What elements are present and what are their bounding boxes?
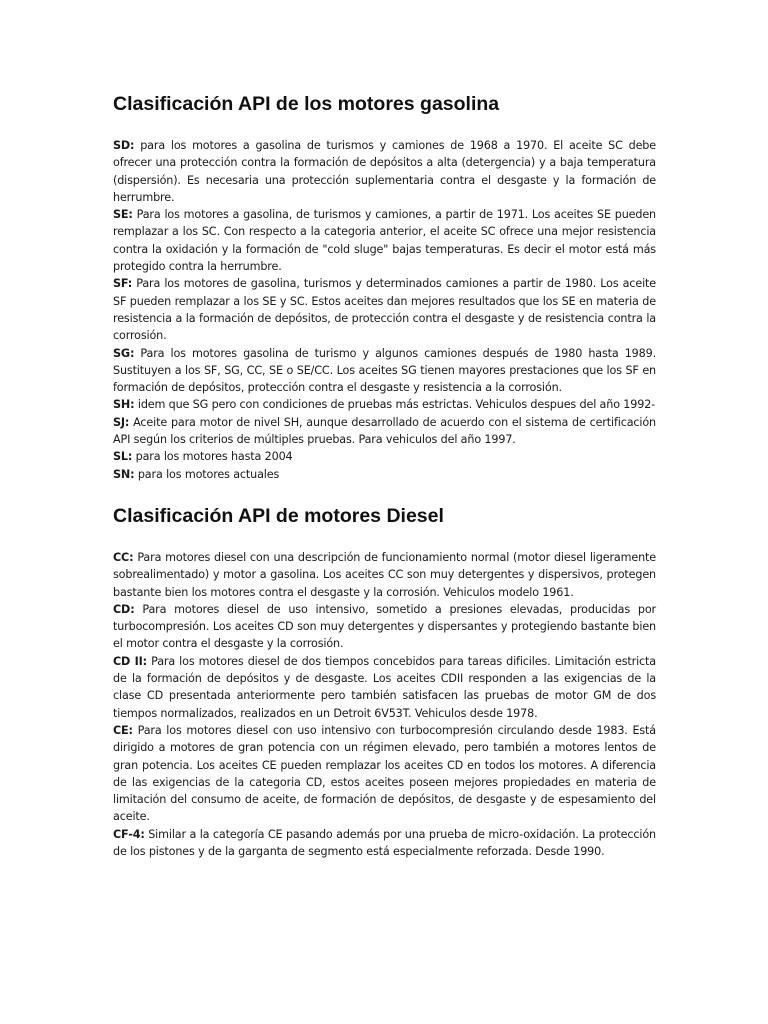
entry-text: Para los motores a gasolina, de turismos y camiones, a partir de 1971. Los aceites SE pueden remplazar a los SC. Con respecto a la categoria anterior, el aceite SC ofrece una mejor resistencia contra la oxidación y la formación de "cold sluge" bajas temperaturas. Es decir el motor está más protegido contra la herrumbre. [113, 208, 656, 274]
gasoline-entry-sn [113, 466, 656, 483]
entry-code: CC: [113, 550, 134, 564]
entry-text: para los motores actuales [134, 467, 280, 481]
entry-code: CD II: [113, 654, 147, 668]
diesel-entry-cc [113, 549, 656, 601]
entry-text: para los motores hasta 2004 [132, 450, 293, 464]
entry-code: CD: [113, 602, 135, 616]
entry-text: Para motores diesel de uso intensivo, sometido a presiones elevadas, producidas por turbocompresión. Los aceites CD son muy detergentes y dispersantes y protegiendo bastante bien el motor contra el desgaste y la corrosión. [113, 602, 656, 651]
entry-code: SE: [113, 208, 133, 222]
gasoline-section-title: Clasificación API de los motores gasolina [113, 93, 500, 115]
diesel-entry-cf-4 [113, 826, 656, 861]
entry-code: SL: [113, 450, 133, 464]
diesel-entry-cd [113, 601, 656, 653]
entry-code: SN: [113, 467, 135, 481]
gasoline-entry-sd [113, 137, 656, 206]
entry-code: CF-4: [113, 827, 145, 841]
entry-text: Para los motores de gasolina, turismos y determinados camiones a partir de 1980. Los aceite SF pueden remplazar a los SE y SC. Estos aceites dan mejores resultados que los SE en materia de resistencia a la formación de depósitos, de protección contra el desgaste y de resistencia contra la corrosión. [113, 277, 656, 343]
gasoline-entry-sf [113, 275, 656, 344]
entry-code: CE: [113, 723, 133, 737]
entry-text: Aceite para motor de nivel SH, aunque desarrollado de acuerdo con el sistema de certificación API según los criterios de múltiples pruebas. Para vehiculos del año 1997. [113, 415, 656, 447]
entry-text: Similar a la categoría CE pasando además por una prueba de micro-oxidación. La protección de los pistones y de la garganta de segmento está especialmente reforzada. Desde 1990. [113, 827, 656, 858]
entry-code: SH: [113, 398, 135, 412]
gasoline-entry-sg [113, 345, 656, 397]
entry-text: Para los motores gasolina de turismo y algunos camiones después de 1980 hasta 1989. Sustituyen a los SF, SG, CC, SE o SE/CC. Los aceites SG tienen mayores prestaciones que los SF en formación de depósitos, protección contra el desgaste y resistencia a la corrosión. [113, 346, 656, 395]
entry-text: Para los motores diesel con uso intensivo con turbocompresión circulando desde 1983. Está dirigido a motores de gran potencia con un régimen elevado, pero también a motores lentos de gran potencia. Los aceites CE pueden remplazar los aceites CD en todos los motores. A diferencia de las exigencias de la categoria CD, estos aceites poseen mejores propiedades en materia de limitación del consumo de aceite, de formación de depósitos, de desgaste y de espesamiento del aceite. [113, 723, 656, 824]
entry-code: SG: [113, 346, 135, 360]
entry-text: Para motores diesel con una descripción de funcionamiento normal (motor diesel ligeramente sobrealimentado) y motor a gasolina. Los aceites CC son muy detergentes y dispersivos, protegen bastante bien los motores contra el desgaste y la corrosión. Vehiculos modelo 1961. [113, 550, 656, 599]
entry-code: SJ: [113, 415, 130, 429]
gasoline-entry-sh [113, 396, 656, 413]
diesel-section-title: Clasificación API de motores Diesel [113, 504, 444, 527]
entry-code: SF: [113, 277, 133, 291]
gasoline-entry-se [113, 206, 656, 275]
entry-code: SD: [113, 139, 135, 152]
gasoline-entry-sl [113, 448, 656, 465]
gasoline-entry-sj [113, 414, 656, 449]
diesel-entry-cd-ii [113, 653, 656, 722]
diesel-entry-ce [113, 722, 656, 826]
document-page [113, 90, 656, 860]
entry-text: para los motores a gasolina de turismos y camiones de 1968 a 1970. El aceite SC debe ofrecer una protección contra la formación de depósitos a alta (detergencia) y a baja temperatura (dispersión). Es necesaria una protección suplementaria contra el desgaste y la formación de herrumbre. [113, 139, 656, 204]
entry-text: idem que SG pero con condiciones de pruebas más estrictas. Vehiculos despues del año 1992- [134, 398, 656, 412]
entry-text: Para los motores diesel de dos tiempos concebidos para tareas dificiles. Limitación estricta de la formación de depósitos y de desgaste. Los aceites CDII responden a las exigencias de la clase CD presentada anteriormente pero también satisfacen las pruebas de motor GM de dos tiempos normalizados, realizados en un Detroit 6V53T. Vehiculos desde 1978. [113, 654, 656, 720]
